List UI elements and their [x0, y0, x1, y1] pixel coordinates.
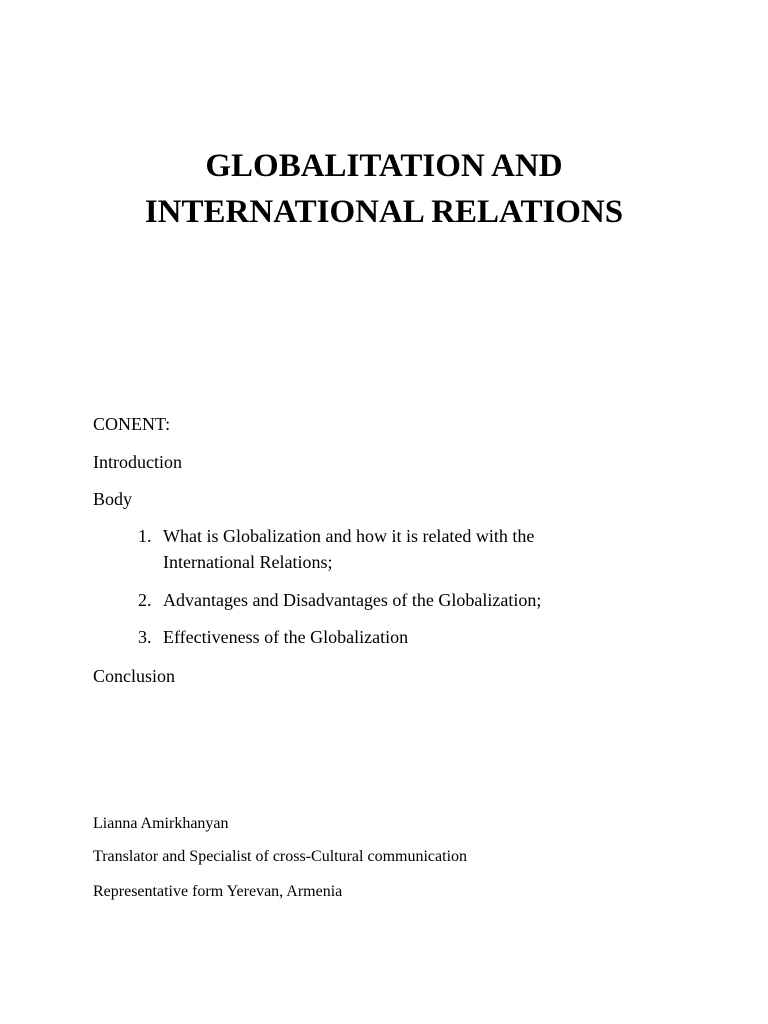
toc-conclusion: Conclusion: [93, 666, 176, 686]
document-title-line-1: GLOBALITATION AND: [205, 148, 563, 184]
document-title-line-2: INTERNATIONAL RELATIONS: [144, 194, 624, 230]
list-item-text: [163, 523, 534, 575]
list-item-number: 2.: [138, 590, 152, 610]
list-item-number: 1.: [138, 526, 152, 546]
list-item-text: Advantages and Disadvantages of the Globalization;: [163, 590, 542, 610]
author-role: Translator and Specialist of cross-Cultural communication: [93, 848, 468, 865]
author-name: Lianna Amirkhanyan: [93, 815, 229, 832]
author-location: Representative form Yerevan, Armenia: [93, 883, 343, 900]
toc-introduction: Introduction: [93, 452, 182, 472]
list-item-text: Effectiveness of the Globalization: [163, 627, 409, 647]
contents-heading: CONENT:: [93, 414, 171, 434]
toc-body: Body: [93, 489, 133, 509]
list-item-text-line-1: What is Globalization and how it is related with the: [163, 526, 535, 546]
list-item-number: 3.: [138, 627, 152, 647]
list-item-text-line-2: International Relations;: [163, 552, 333, 572]
